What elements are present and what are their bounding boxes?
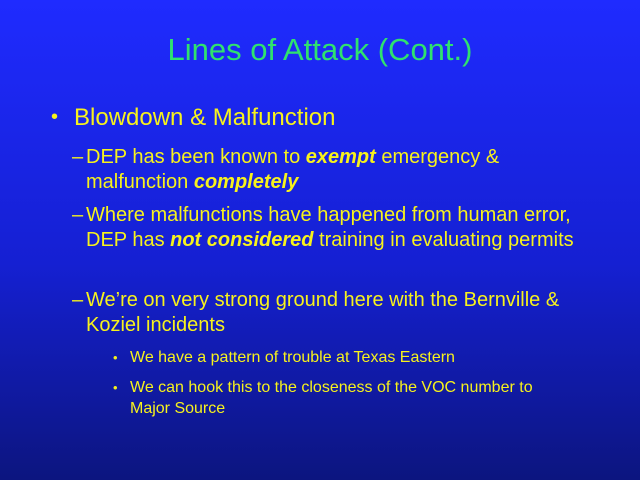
- sub-bullet-1-text-2: emergency & malfunction: [86, 146, 500, 193]
- third-level-bullet-1-text: We have a pattern of trouble at Texas Eastern: [130, 349, 455, 366]
- bullet-icon: •: [113, 380, 118, 395]
- sub-bullet-1-emphasis-1: exempt: [305, 146, 376, 168]
- dash-icon: –: [72, 146, 84, 168]
- bullet-icon: •: [51, 106, 59, 128]
- slide-title: Lines of Attack (Cont.): [167, 32, 473, 67]
- sub-bullet-1-text-1: DEP has been known to: [86, 146, 306, 168]
- third-level-bullet-2-text: We can hook this to the closeness of the VOC number to Major Source: [130, 379, 533, 417]
- bullet-icon: •: [113, 350, 118, 365]
- dash-icon: –: [72, 204, 84, 226]
- sub-bullet-1: [72, 145, 586, 195]
- main-bullet-label: Blowdown & Malfunction: [74, 104, 336, 131]
- dash-icon: –: [72, 289, 84, 311]
- sub-bullet-3-text: We’re on very strong ground here with the Bernville & Koziel incidents: [86, 289, 560, 336]
- third-level-bullet-2: [113, 377, 570, 419]
- sub-bullet-2: [72, 203, 586, 253]
- sub-bullet-2-text-1: Where malfunctions have happened from human error, DEP has: [86, 204, 571, 251]
- sub-bullet-3: [72, 288, 586, 338]
- sub-bullet-2-text-2: training in evaluating permits: [313, 229, 574, 251]
- sub-bullet-2-emphasis: not considered: [170, 229, 314, 251]
- sub-bullet-1-emphasis-2: completely: [193, 171, 299, 193]
- third-level-bullet-1: [113, 347, 570, 368]
